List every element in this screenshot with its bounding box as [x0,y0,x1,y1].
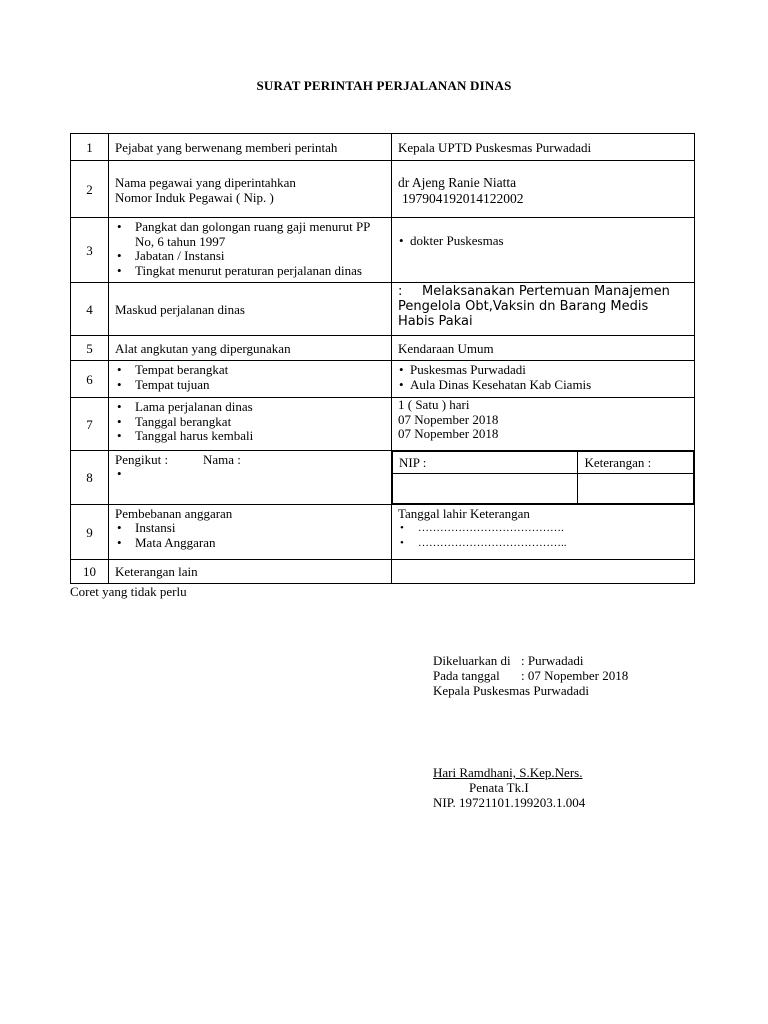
list-item: • dokter Puskesmas [398,234,688,249]
budget-label: Pembebanan anggaran [115,506,233,521]
position-list [398,234,688,249]
table-row [71,218,695,283]
list-item: • Tanggal berangkat [115,415,385,430]
row-value: Kendaraan Umum [392,336,695,361]
row-number: 5 [71,336,109,361]
row-value [392,560,695,584]
row-number: 10 [71,560,109,584]
nip-keterangan-grid [392,451,694,504]
row-number: 1 [71,134,109,161]
bullet: • [117,466,122,481]
issued-line [433,653,583,668]
row-label: Alat angkutan yang dipergunakan [109,336,392,361]
birthdate-label: Tanggal lahir Keterangan [398,506,530,521]
row-label [109,361,392,398]
row-number: 2 [71,161,109,218]
duration-list [115,400,385,444]
place-values [398,363,688,392]
table-row [71,161,695,218]
table-row [71,336,695,361]
row-label: Pejabat yang berwenang memberi perintah [109,134,392,161]
list-item: • Jabatan / Instansi [115,249,385,264]
signer-name: Hari Ramdhani, S.Kep.Ners. [433,765,583,780]
companion-label: Pengikut : [115,452,169,467]
table-row [71,505,695,560]
companion-name-label: Nama : [203,452,241,467]
return-date: 07 Nopember 2018 [398,426,499,441]
employee-nip-label: Nomor Induk Pegawai ( Nip. ) [115,190,274,205]
table-row [71,560,695,584]
row-label [109,451,392,505]
employee-nip: 197904192014122002 [402,191,524,206]
signer-position: Kepala Puskesmas Purwadadi [433,683,589,698]
list-item: • Tempat berangkat [115,363,385,378]
budget-list [115,521,385,550]
signer-rank: Penata Tk.I [469,780,529,795]
employee-name: dr Ajeng Ranie Niatta [398,175,517,190]
place-list [115,363,385,392]
purpose-text: Melaksanakan Pertemuan Manajemen Pengelola Obt,Vaksin dn Barang Medis Habis Pakai [398,284,670,329]
date-label: Pada tanggal [433,668,500,683]
row-value [392,398,695,451]
list-item: • …………………………………. [398,521,688,536]
row-value [392,361,695,398]
row-number: 3 [71,218,109,283]
date-line [433,668,628,683]
footnote: Coret yang tidak perlu [70,584,187,599]
row-value [392,161,695,218]
nip-cell [393,474,578,504]
row-label: Keterangan lain [109,560,392,584]
row-number: 7 [71,398,109,451]
row-label [109,398,392,451]
row-value [392,505,695,560]
issued-value: : Purwadadi [521,653,584,668]
row-label [109,161,392,218]
row-label [109,218,392,283]
travel-order-table [70,133,695,584]
table-row [71,451,695,505]
depart-date: 07 Nopember 2018 [398,411,499,427]
list-item: • Aula Dinas Kesehatan Kab Ciamis [398,378,688,393]
list-item: • Pangkat dan golongan ruang gaji menurut PP No, 6 tahun 1997 [115,220,385,249]
purpose-colon: : [398,284,403,299]
list-item: • Mata Anggaran [115,536,385,551]
row-value: Kepala UPTD Puskesmas Purwadadi [392,134,695,161]
row-number: 8 [71,451,109,505]
table-row [71,398,695,451]
keterangan-cell [578,474,694,504]
signer-nip: NIP. 19721101.199203.1.004 [433,795,586,810]
companion-header [115,452,385,467]
list-item: • Tingkat menurut peraturan perjalanan dinas [115,264,385,279]
table-row [71,134,695,161]
row-label: Maskud perjalanan dinas [109,283,392,336]
list-item: • ………………………………….. [398,536,688,551]
list-item: • Tempat tujuan [115,378,385,393]
keterangan-label: Keterangan : [578,452,694,474]
row-value [392,283,695,336]
nip-label: NIP : [393,452,578,474]
dotted-list [398,521,688,550]
duration-value: 1 ( Satu ) hari [398,397,470,412]
row-number: 6 [71,361,109,398]
list-item: • Instansi [115,521,385,536]
issued-label: Dikeluarkan di [433,653,511,668]
list-item: • Puskesmas Purwadadi [398,363,688,378]
row-label [109,505,392,560]
employee-name-label: Nama pegawai yang diperintahkan [115,175,296,190]
list-item: • Tanggal harus kembali [115,429,385,444]
row-number: 4 [71,283,109,336]
date-value: : 07 Nopember 2018 [521,668,629,683]
row-number: 9 [71,505,109,560]
document-title: SURAT PERINTAH PERJALANAN DINAS [256,78,512,93]
table-row [71,283,695,336]
list-item: • Lama perjalanan dinas [115,400,385,415]
rank-list [115,220,385,278]
table-row [71,361,695,398]
row-value [392,218,695,283]
row-value [392,451,695,505]
